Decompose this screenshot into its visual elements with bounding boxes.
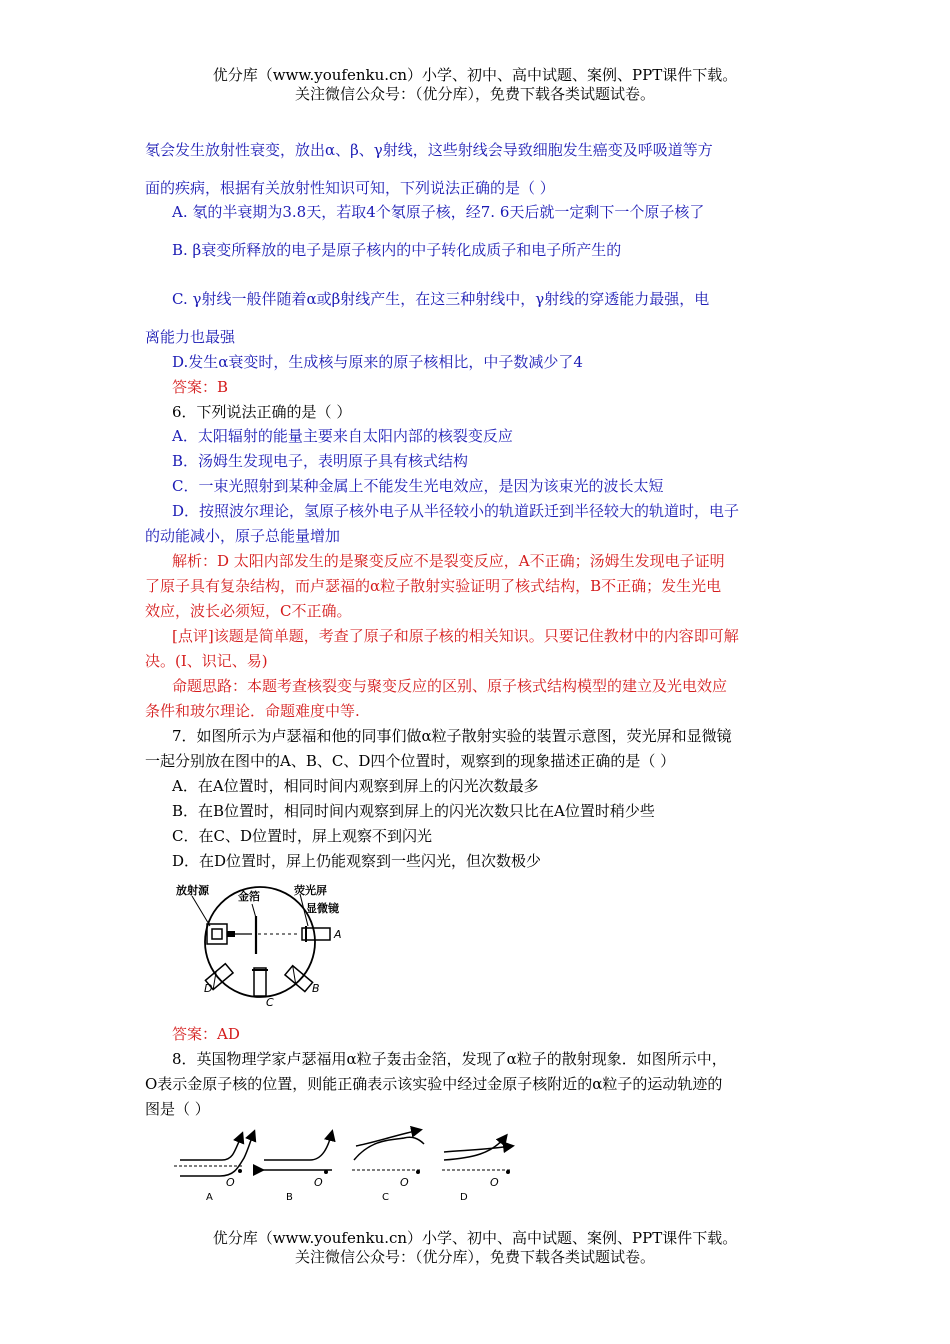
source-collimator [227,931,235,937]
q6-option-d-line-1: D．按照波尔理论，氢原子核外电子从半径较小的轨道跃迁到半径较大的轨道时，电子 [172,502,740,520]
footer-line-1: 优分库（www.youfenku.cn）小学、初中、高中试题、案例、PPT课件下载。 [212,1229,738,1247]
trajectory-figure [172,1124,532,1206]
q6-comment-line-2: 决。(I、识记、易) [145,652,268,670]
source-box [207,924,227,944]
q5-option-d: D.发生α衰变时，生成核与原来的原子核相比，中子数减少了4 [172,353,583,371]
screen-label: 荧光屏 [294,884,327,897]
origin-label-d: O [490,1176,499,1189]
q6-stem: 6．下列说法正确的是（ ） [172,403,352,421]
q6-analysis-line-3: 效应，波长必须短，C不正确。 [145,602,352,620]
q5-option-c-line-1: C. γ射线一般伴随着α或β射线产生，在这三种射线中，γ射线的穿透能力最强，电 [172,290,710,308]
label-d: D [460,1192,468,1203]
pos-c-label: C [266,996,274,1009]
source-label: 放射源 [176,884,209,897]
page-header [0,66,950,104]
q5-option-c-line-2: 离能力也最强 [145,328,236,346]
pos-a-label: A [334,928,342,941]
q6-idea-line-2: 条件和玻尔理论．命题难度中等. [145,702,360,720]
q6-analysis-line-1: 解析：D 太阳内部发生的是聚变反应不是裂变反应，A不正确；汤姆生发现电子证明 [172,552,725,570]
source-inner [212,929,222,939]
q6-option-d-line-2: 的动能减小，原子总能量增加 [145,527,341,545]
detector-c [254,968,266,996]
q8-stem-line-1: 8．英国物理学家卢瑟福用α粒子轰击金箔，发现了α粒子的散射现象．如图所示中， [172,1050,727,1068]
q8-stem-line-2: O表示金原子核的位置，则能正确表示该实验中经过金原子核附近的α粒子的运动轨迹的 [145,1075,723,1093]
foil-label: 金箔 [238,890,260,903]
pos-b-label: B [312,982,320,995]
q7-stem-line-1: 7．如图所示为卢瑟福和他的同事们做α粒子散射实验的装置示意图，荧光屏和显微镜 [172,727,732,745]
q7-option-d: D．在D位置时，屏上仍能观察到一些闪光，但次数极少 [172,852,542,870]
q6-option-a: A．太阳辐射的能量主要来自太阳内部的核裂变反应 [172,427,513,445]
trajectory-a [174,1132,254,1203]
q5-option-a: A. 氡的半衰期为3.8天，若取4个氡原子核，经7. 6天后就一定剩下一个原子核了 [172,203,705,221]
foil-leader [252,904,256,918]
origin-label-a: O [226,1176,235,1189]
microscope-label: 显微镜 [306,902,339,915]
q7-option-b: B．在B位置时，相同时间内观察到屏上的闪光次数只比在A位置时稍少些 [172,802,655,820]
q5-stem-line-2: 面的疾病，根据有关放射性知识可知，下列说法正确的是（ ） [145,179,555,197]
scattering-apparatus-figure [170,880,350,1010]
trajectory-d [442,1136,512,1203]
source-leader [192,896,210,926]
footer-line-2: 关注微信公众号：（优分库），免费下载各类试题试卷。 [294,1248,655,1266]
label-b: B [286,1192,293,1203]
q6-idea-line-1: 命题思路：本题考查核裂变与聚变反应的区别、原子核式结构模型的建立及光电效应 [172,677,728,695]
q7-answer: 答案：AD [172,1025,240,1043]
q7-stem-line-2: 一起分别放在图中的A、B、C、D四个位置时，观察到的现象描述正确的是（ ） [145,752,676,770]
q5-stem-line-1: 氡会发生放射性衰变，放出α、β、γ射线，这些射线会导致细胞发生癌变及呼吸道等方 [145,141,713,159]
q7-option-c: C．在C、D位置时，屏上观察不到闪光 [172,827,432,845]
q6-option-c: C．一束光照射到某种金属上不能发生光电效应，是因为该束光的波长太短 [172,477,664,495]
origin-label-c: O [400,1176,409,1189]
pos-d-label: D [204,982,213,995]
q6-comment-line-1: [点评]该题是简单题，考查了原子和原子核的相关知识。只要记住教材中的内容即可解 [172,627,739,645]
label-a: A [206,1192,213,1203]
header-line-2: 关注微信公众号：（优分库），免费下载各类试题试卷。 [294,85,655,103]
origin-label-b: O [314,1176,323,1189]
q5-answer: 答案：B [172,378,229,396]
label-c: C [382,1192,389,1203]
q6-analysis-line-2: 了原子具有复杂结构，而卢瑟福的α粒子散射实验证明了核式结构，B不正确；发生光电 [145,577,722,595]
q5-option-b: B. β衰变所释放的电子是原子核内的中子转化成质子和电子所产生的 [172,241,622,259]
trajectory-c [352,1130,424,1203]
page-footer [0,1229,950,1267]
q6-option-b: B．汤姆生发现电子，表明原子具有核式结构 [172,452,469,470]
trajectory-b [262,1132,332,1203]
q7-option-a: A．在A位置时，相同时间内观察到屏上的闪光次数最多 [172,777,539,795]
vacuum-chamber-circle [205,887,315,997]
header-line-1: 优分库（www.youfenku.cn）小学、初中、高中试题、案例、PPT课件下载。 [212,66,738,84]
q8-stem-line-3: 图是（ ） [145,1100,210,1118]
